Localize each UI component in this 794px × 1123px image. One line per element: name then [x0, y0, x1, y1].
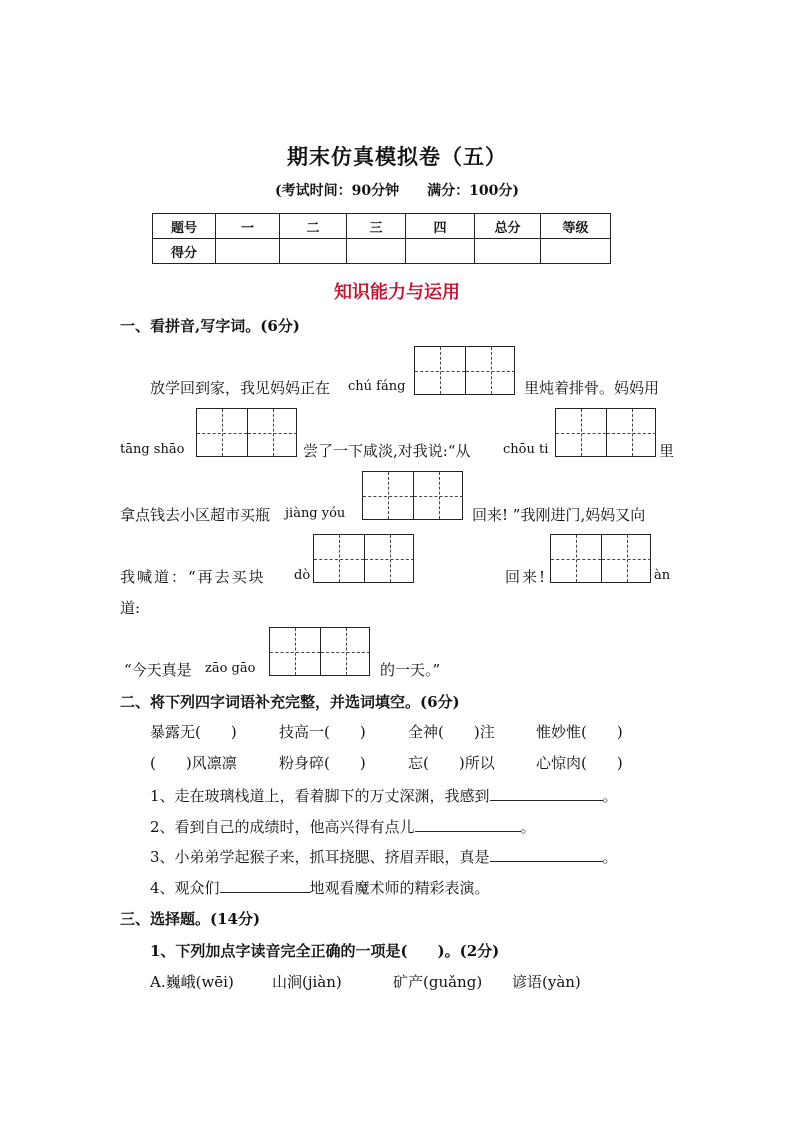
score-header-cell: 总分: [475, 214, 541, 239]
grid-cell[interactable]: [415, 347, 465, 394]
q1-line-f-tail: 的一天。”: [380, 661, 441, 679]
q1-line-f-text: “今天真是: [124, 661, 192, 679]
score-header-cell: 题号: [153, 214, 216, 239]
exam-time: (考试时间：90分钟: [275, 183, 400, 199]
score-table: [152, 213, 611, 264]
answer-blank[interactable]: [490, 786, 603, 801]
q1-heading: 一、看拼音,写字词。(6分): [120, 317, 300, 335]
sentence-end: 。: [520, 818, 536, 836]
fill-sentence-1: [150, 785, 618, 806]
answer-grid-chouti[interactable]: [555, 408, 656, 457]
answer-blank[interactable]: [490, 847, 603, 862]
score-table-header-row: [153, 214, 611, 239]
idiom-item: ( )风凛凛: [150, 754, 237, 772]
score-header-cell: 二: [280, 214, 347, 239]
idiom-item: 心惊肉( ): [536, 754, 623, 772]
grid-cell[interactable]: [363, 472, 413, 519]
q2-heading: 二、将下列四字词语补充完整，并选词填空。(6分): [120, 693, 460, 711]
q1-line-c-text: 拿点钱去小区超市买瓶: [120, 506, 271, 524]
q1-pinyin-jiangyou: jiàng yóu: [285, 506, 346, 521]
grid-cell[interactable]: [320, 628, 370, 675]
score-table-score-row: [153, 239, 611, 264]
idiom-item: 惟妙惟( ): [536, 723, 623, 741]
q1-line-d-text: 我喊道：“再去买块: [120, 568, 266, 586]
q1-pinyin-doufu: dò: [294, 568, 311, 583]
page-title: 期末仿真模拟卷（五）: [287, 144, 507, 169]
q1-pinyin-chufang: chú fáng: [348, 379, 406, 394]
sentence-text: 4、观众们: [150, 879, 220, 897]
answer-grid-jiangyou[interactable]: [362, 471, 463, 520]
q3-item-1: 1、下列加点字读音完全正确的一项是( )。(2分): [150, 942, 500, 960]
grid-cell[interactable]: [197, 409, 247, 456]
q3-heading: 三、选择题。(14分): [120, 910, 261, 928]
grid-cell[interactable]: [601, 535, 651, 582]
score-header-cell: 等级: [541, 214, 611, 239]
sentence-end: 地观看魔术师的精彩表演。: [309, 879, 490, 897]
q1-pinyin-an: àn: [654, 568, 671, 583]
q1-line-a-tail: 里炖着排骨。妈妈用: [524, 379, 660, 397]
sentence-text: 3、小弟弟学起猴子来，抓耳挠腮、挤眉弄眼，真是: [150, 848, 490, 866]
q1-line-e-text: 道:: [120, 599, 141, 617]
fill-sentence-4: [150, 877, 490, 898]
score-input-cell[interactable]: [475, 239, 541, 264]
idiom-item: 技高一( ): [279, 723, 366, 741]
fill-sentence-3: [150, 846, 618, 867]
score-header-cell: 一: [216, 214, 280, 239]
option-a-word: 矿产(guǎng): [393, 973, 483, 991]
idiom-item: 忘( )所以: [408, 754, 495, 772]
idiom-item: 全神( )注: [408, 723, 495, 741]
idiom-item: 暴露无( ): [150, 723, 237, 741]
grid-cell[interactable]: [606, 409, 656, 456]
score-header-cell: 三: [347, 214, 406, 239]
option-a-word: A.巍峨(wēi): [150, 973, 234, 991]
grid-cell[interactable]: [247, 409, 297, 456]
q1-line-c-tail: 回来! ”我刚进门,妈妈又向: [472, 506, 646, 524]
section-banner: 知识能力与运用: [334, 282, 460, 303]
q1-line-a-text: 放学回到家，我见妈妈正在: [150, 379, 331, 397]
sentence-end: 。: [602, 848, 618, 866]
idiom-item: 粉身碎( ): [279, 754, 366, 772]
option-a-word: 谚语(yàn): [512, 973, 581, 991]
grid-cell[interactable]: [551, 535, 601, 582]
answer-blank[interactable]: [220, 878, 310, 893]
score-input-cell[interactable]: [280, 239, 347, 264]
exam-info: [0, 180, 794, 200]
full-score: 满分：100分): [427, 183, 519, 199]
sentence-end: 。: [602, 787, 618, 805]
score-input-cell[interactable]: [216, 239, 280, 264]
q1-line-b-text: 尝了一下咸淡,对我说:“从: [303, 442, 471, 460]
grid-cell[interactable]: [556, 409, 606, 456]
q1-pinyin-chouti: chōu ti: [503, 442, 549, 457]
sentence-text: 1、走在玻璃栈道上，看着脚下的万丈深渊，我感到: [150, 787, 490, 805]
q1-pinyin-tangshao: tāng shāo: [120, 442, 185, 457]
score-header-cell: 四: [406, 214, 475, 239]
answer-grid-tangshao[interactable]: [196, 408, 297, 457]
fill-sentence-2: [150, 816, 536, 837]
q1-line-b-tail: 里: [659, 442, 675, 460]
answer-grid-zaogao[interactable]: [269, 627, 370, 676]
answer-blank[interactable]: [415, 817, 521, 832]
answer-grid-line-d-end[interactable]: [550, 534, 651, 583]
grid-cell[interactable]: [270, 628, 320, 675]
score-input-cell[interactable]: [347, 239, 406, 264]
answer-grid-doufu[interactable]: [313, 534, 414, 583]
q1-pinyin-zaogao: zāo gāo: [205, 661, 256, 676]
score-row-label: 得分: [153, 239, 216, 264]
grid-cell[interactable]: [465, 347, 515, 394]
sentence-text: 2、看到自己的成绩时，他高兴得有点儿: [150, 818, 415, 836]
grid-cell[interactable]: [413, 472, 463, 519]
grid-cell[interactable]: [364, 535, 414, 582]
answer-grid-chufang[interactable]: [414, 346, 515, 395]
option-a-word: 山涧(jiàn): [272, 973, 342, 991]
q1-line-d-tail: 回来!: [505, 568, 548, 586]
grid-cell[interactable]: [314, 535, 364, 582]
score-input-cell[interactable]: [541, 239, 611, 264]
score-input-cell[interactable]: [406, 239, 475, 264]
